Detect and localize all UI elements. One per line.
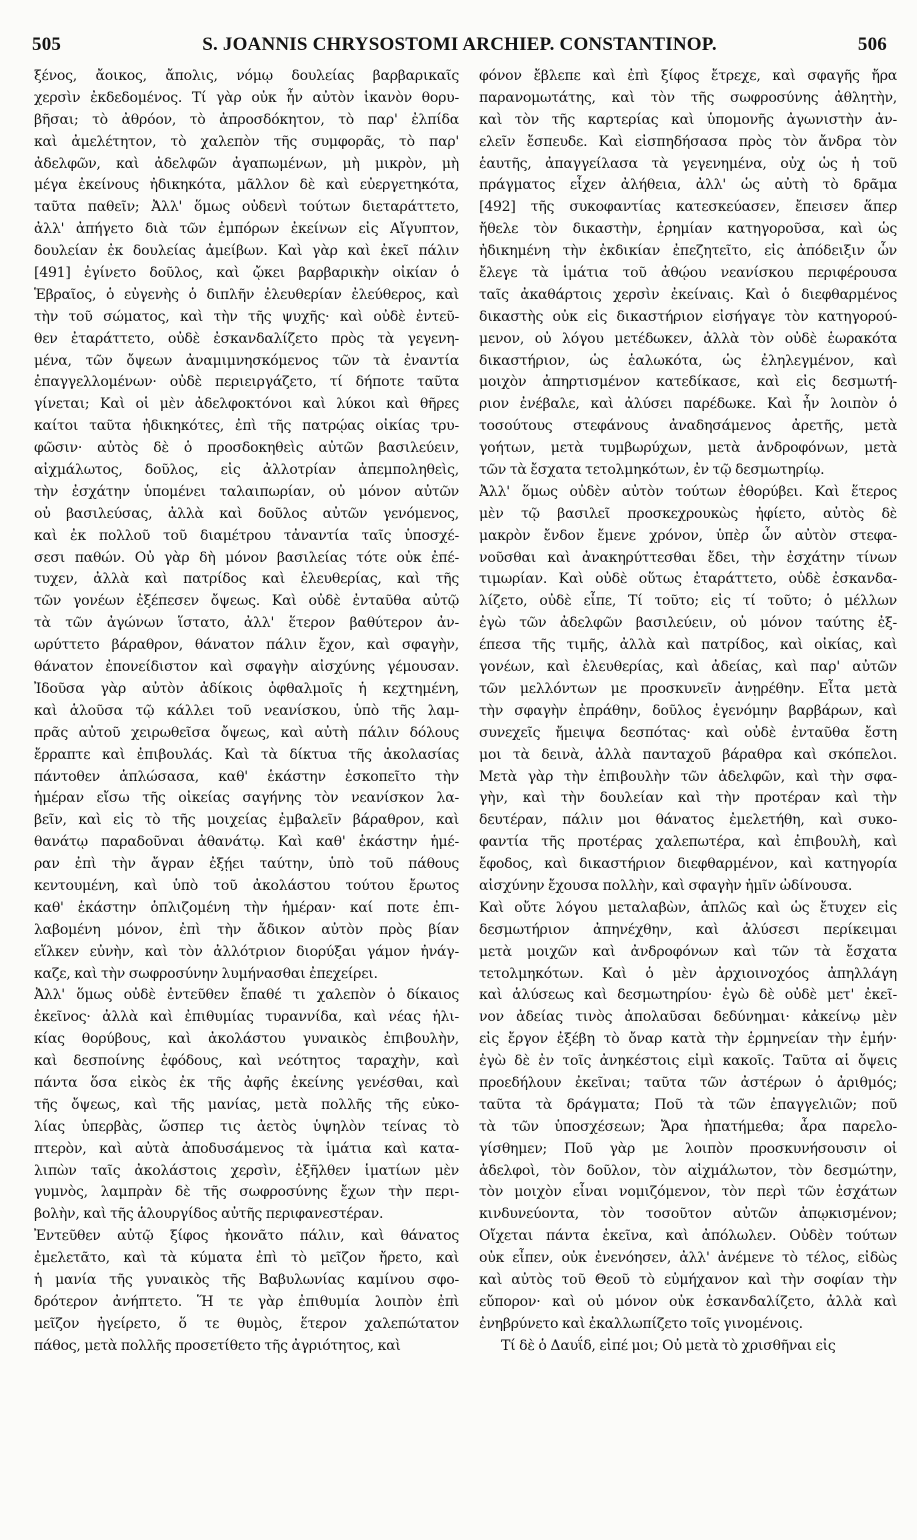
- text-line: [491] ἐγίνετο δοῦλος, καὶ ᾤκει βαρβαρικὴν οἰκίαν ὁ: [34, 265, 459, 282]
- text-line: καὶ ἐκ πολλοῦ τοῦ διαμέτρου τἀναντία ταῖς ὑποσχέ-: [34, 527, 459, 544]
- text-line: καίτοι ταῦτα ἠδικηκότες, ἐπὶ τῆς πατρῴας οἰκίας τρυ-: [34, 418, 459, 435]
- text-line: πάντοθεν ἁπλώσασα, καθ' ἑκάστην ἐσκοπεῖτο τὴν: [34, 768, 459, 785]
- text-line: Ἀλλ' ὅμως οὐδὲ ἐντεῦθεν ἔπαθέ τι χαλεπὸν ὁ δίκαιος: [34, 987, 459, 1004]
- text-line: ἔλεγε τὰ ἱμάτια τοῦ ἀθῴου νεανίσκου περιφέρουσα: [479, 265, 897, 282]
- left-text-column: [34, 66, 459, 1536]
- page-number-right: 506: [857, 34, 887, 55]
- text-line: δουλείαν ἐκ δουλείας ἀμείβων. Καὶ γὰρ καὶ ἐκεῖ πάλιν: [34, 243, 459, 260]
- text-line: γοήτων, μετὰ τυμβωρύχων, μετὰ ἀνδροφόνων, μετὰ: [479, 440, 897, 457]
- text-line: βῆσαι; τὸ ἀθρόον, τὸ ἀπροσδόκητον, τὸ παρ' ἐλπίδα: [34, 111, 459, 128]
- text-line: οὐκ εἶπεν, οὐκ ἐνενόησεν, ἀλλ' ἀνέμενε τὸ τέλος, εἰδὼς: [479, 1250, 897, 1267]
- text-line: δευτέραν, πάλιν μοι θάνατος ἐμελετήθη, καὶ συκο-: [479, 812, 897, 829]
- text-line: βολὴν, καὶ τῆς ἁλουργίδος αὐτῆς περιφανεστέραν.: [34, 1206, 384, 1223]
- text-line: νον ἀδείας τινὸς ἀπολαῦσαι δεδύνημαι· κἀκείνῳ μὲν: [479, 1009, 897, 1026]
- text-line: γονέων, καὶ ἐλευθερίας, καὶ ἀδείας, καὶ παρ' αὐτῶν: [479, 659, 897, 676]
- text-line: Ἀλλ' ὅμως οὐδὲν αὐτὸν τούτων ἐθορύβει. Καὶ ἕτερος: [479, 483, 897, 500]
- text-line: ἠδικημένη τὴν ἐκδικίαν ἐπεζητεῖτο, εἰς ἀπόδειξιν ὧν: [479, 243, 897, 260]
- text-line: αἰσχύνην ἔχουσα πολλὴν, καὶ σφαγὴν ἡμῖν ὠδίνουσα.: [479, 877, 853, 894]
- text-line: θεν ἐταράττετο, οὐδὲ ἐσκανδαλίζετο πρὸς τὰ γεγενη-: [34, 330, 459, 347]
- text-line: τὰ τῶν ὑποσχέσεων; Ἄρα ἠπατήμεθα; ἆρα παρελο-: [479, 1118, 897, 1135]
- text-line: ἡμέραν εἴσω τῆς οἰκείας σαγήνης τὸν νεανίσκον λα-: [34, 790, 459, 807]
- text-line: μεῖζον ἠγείρετο, ὅ τε θυμὸς, ἕτερον χαλεπώτατον: [34, 1315, 459, 1332]
- text-line: ἐμελετᾶτο, καὶ τὰ κύματα ἐπὶ τὸ μεῖζον ἤρετο, καὶ: [34, 1250, 459, 1267]
- text-line: μετὰ μοιχῶν καὶ ἀνδροφόνων καὶ τῶν τὰ ἔσχατα: [479, 943, 897, 960]
- text-line: τὴν ἐσχάτην ὑπομένει ταλαιπωρίαν, οὐ μόνον αὐτῶν: [34, 483, 459, 500]
- text-line: γυμνὸς, λαμπρὰν δὲ τῆς σωφροσύνης ἔχων τὴν περι-: [34, 1184, 459, 1201]
- right-text-column: [479, 66, 897, 1536]
- text-line: ἀλλ' ἀπήγετο διὰ τῶν ἐμπόρων ἐκείνων εἰς Αἴγυπτον,: [34, 221, 459, 238]
- text-line: λιπὼν ταῖς ἀκολάστοις χερσὶν, ἐξῆλθεν ἱματίων μὲν: [34, 1162, 459, 1179]
- text-line: μὲν τῷ βασιλεῖ προσκεχρουκὼς ἠφίετο, αὐτὸς δὲ: [479, 505, 897, 522]
- text-line: Μετὰ γὰρ τὴν ἐπιβουλὴν τῶν ἀδελφῶν, καὶ τὴν σφα-: [479, 768, 897, 785]
- text-line: γίσθημεν; Ποῦ γὰρ με λοιπὸν προσκυνήσουσιν οἱ: [479, 1140, 897, 1157]
- text-line: ταῦτα τὰ δράγματα; Ποῦ τὰ τῶν ἐπαγγελιῶν; ποῦ: [479, 1096, 897, 1113]
- text-line: Τί δὲ ὁ Δαυΐδ, εἰπέ μοι; Οὐ μετὰ τὸ χρισθῆναι εἰς: [501, 1337, 836, 1354]
- text-line: εἵλκεν εὐνὴν, καὶ τὸν ἀλλότριον διορύξαι γάμον ἠνάγ-: [34, 943, 459, 960]
- text-line: δρότερον ἀνήπτετο. Ἥ τε γὰρ ἐπιθυμία λοιπὸν ἐπὶ: [34, 1293, 459, 1310]
- text-line: δικαστὴς οὐκ εἰς δικαστήριον εἰσήγαγε τὸν κατηγορού-: [479, 308, 897, 325]
- text-line: τυχεν, ἀλλὰ καὶ πατρίδος καὶ ἐλευθερίας, καὶ τῆς: [34, 571, 459, 588]
- text-line: μέγα ἐκείνους ἠδικηκότα, μᾶλλον δὲ καὶ εὐεργετηκότα,: [34, 177, 459, 194]
- page-number-left: 505: [32, 34, 62, 55]
- page-header: [32, 34, 887, 60]
- text-line: μακρὸν ἔνδον ἔμενε χρόνον, ὑπὲρ ὧν αὐτὸν στεφα-: [479, 527, 897, 544]
- text-line: λαβομένη μόνον, ἐπὶ τὴν ἄδικον αὐτὸν πρὸς βίαν: [34, 921, 459, 938]
- text-line: ἔφοδος, καὶ δικαστήριον διεφθαρμένον, καὶ κατηγορία: [479, 856, 897, 873]
- text-line: έπεσα τῆς τιμῆς, ἀλλὰ καὶ πατρίδος, καὶ οἰκίας, καὶ: [479, 637, 897, 654]
- text-line: ἐγὼ τῶν ἀδελφῶν βασιλεύειν, οὐ μόνον ταύτης ἐξ-: [479, 615, 897, 632]
- text-line: τοσούτους στεφάνους ἀναδησάμενος ἀρετῆς, μετὰ: [479, 418, 897, 435]
- text-line: χερσὶν ἐκδεδομένος. Τί γὰρ οὐκ ἦν αὐτὸν ἱκανὸν θορυ-: [34, 89, 459, 106]
- text-line: καζε, καὶ τὴν σωφροσύνην λυμήνασθαι ἐπεχείρει.: [34, 965, 378, 982]
- text-line: πάντα ὅσα εἰκὸς ἐκ τῆς ἀφῆς ἐκείνης γενέσθαι, καὶ: [34, 1074, 459, 1091]
- text-line: τιμωρίαν. Καὶ οὐδὲ οὕτως ἐταράττετο, οὐδὲ ἐσκανδα-: [479, 571, 897, 588]
- text-line: [492] τῆς συκοφαντίας κατεσκεύασεν, ἔπεισεν ἅπερ: [479, 199, 897, 216]
- text-line: καὶ αὐτὸς τοῦ Θεοῦ τὸ εὐμήχανον καὶ τὴν σοφίαν τὴν: [479, 1271, 897, 1288]
- text-line: πτερὸν, καὶ αὐτὰ ἀποδυσάμενος τὰ ἱμάτια καὶ κατα-: [34, 1140, 459, 1157]
- text-line: Ἑβραῖος, ὁ εὐγενὴς ὁ διπλῆν ἐλευθερίαν ἐλεύθερος, καὶ: [34, 286, 459, 303]
- text-line: κίας θορύβους, καὶ ἀκολάστου γυναικὸς ἐπιβουλὴν,: [34, 1031, 459, 1048]
- text-line: καὶ δεσποίνης ἐφόδους, καὶ νεότητος ταραχὴν, καὶ: [34, 1053, 459, 1070]
- text-line: δικαστήριον, ὡς ἑαλωκότα, ὡς ἐληλεγμένον, καὶ: [479, 352, 897, 369]
- text-line: κινδυνεύοντα, τὸν τοσοῦτον αὐτῶν ἀπῳκισμένον;: [479, 1206, 897, 1223]
- text-line: ἀδελφοὶ, τὸν δοῦλον, τὸν αἰχμάλωτον, τὸν δεσμώτην,: [479, 1162, 897, 1179]
- text-line: ραν ἐπὶ τὴν ἄγραν ἐξῄει ταύτην, ὑπὸ τοῦ πάθους: [34, 856, 459, 873]
- text-line: νοῦσθαι καὶ ἀνακηρύττεσθαι ἔδει, τὴν ἐσχάτην τίνων: [479, 549, 897, 566]
- running-head: S. JOANNIS CHRYSOSTOMI ARCHIEP. CONSTANTINOP.: [202, 34, 717, 55]
- text-line: κεντουμένη, καὶ ὑπὸ τοῦ ἀκολάστου τούτου ἔρωτος: [34, 877, 459, 894]
- text-line: θάνατον ἐπονείδιστον καὶ σφαγὴν αἰσχύνης γέμουσαν.: [34, 659, 459, 676]
- text-line: εὔπορον· καὶ οὐ μόνον οὐκ ἐσκανδαλίζετο, ἀλλὰ καὶ: [479, 1293, 897, 1310]
- text-line: ἤθελε τὸν δικαστὴν, ἐρημίαν κατηγοροῦσα, καὶ ὡς: [479, 221, 897, 238]
- text-line: Καὶ οὔτε λόγου μεταλαβὼν, ἁπλῶς καὶ ὡς ἔτυχεν εἰς: [479, 899, 897, 916]
- text-line: μοι τὰ δεινὰ, ἀλλὰ πανταχοῦ βάραθρα καὶ σκόπελοι.: [479, 746, 897, 763]
- text-line: μενον, οὐ λόγου μετέδωκεν, ἀλλὰ τὸν οὐδὲ ἑωρακότα: [479, 330, 897, 347]
- text-line: πράγματος εἶχεν ἀλήθεια, ἀλλ' ὡς αὐτὴ τὸ δρᾶμα: [479, 177, 897, 194]
- text-line: καὶ ἀμελέτητον, τὸ χαλεπὸν τῆς συμφορᾶς, τὸ παρ': [34, 133, 459, 150]
- text-line: φαντία τῆς προτέρας χαλεπωτέρα, καὶ ἐπιβουλὴ, καὶ: [479, 834, 897, 851]
- text-line: δεσμωτήριον ἀπηνέχθην, καὶ ἀλύσεσι περίκειμαι: [479, 921, 897, 938]
- text-line: Οἴχεται πάντα ἐκεῖνα, καὶ ἀπόλωλεν. Οὐδὲν τούτων: [479, 1228, 897, 1245]
- text-line: τὸν μοιχὸν εἶναι νομιζόμενον, τὸν περὶ τῶν ἐσχάτων: [479, 1184, 897, 1201]
- text-line: εἰς ἔργον ἐξέβη τὸ ὄναρ κατὰ τὴν ἑρμηνείαν τὴν ἐμήν·: [479, 1031, 897, 1048]
- text-line: ἐκεῖνος· ἀλλὰ καὶ ἐπιθυμίας τυραννίδα, καὶ νέας ἡλι-: [34, 1009, 459, 1026]
- text-line: θανάτῳ παραδοῦναι ἀθανάτῳ. Καὶ καθ' ἑκάστην ἡμέ-: [34, 834, 459, 851]
- text-line: οὐ βασιλεύσας, ἀλλὰ καὶ δοῦλος αὐτῶν γενόμενος,: [34, 505, 459, 522]
- text-line: βεῖν, καὶ εἰς τὸ τῆς μοιχείας ἐμβαλεῖν βάραθρον, καὶ: [34, 812, 459, 829]
- text-line: τῶν τὰ ἔσχατα τετολμηκότων, ἐν τῷ δεσμωτηρίῳ.: [479, 462, 825, 479]
- text-line: αἰχμάλωτος, δοῦλος, εἰς ἀλλοτρίαν ἀπεμποληθεὶς,: [34, 462, 459, 479]
- text-line: πάθος, μετὰ πολλῆς προσετίθετο τῆς ἀγριότητος, καὶ: [34, 1337, 401, 1354]
- text-line: φῶσιν· αὐτὸς δὲ ὁ προσδοκηθεὶς αὐτῶν βασιλεύειν,: [34, 440, 459, 457]
- text-line: συνεχεῖς ἤμειψα δεσπότας· καὶ οὐδὲ ἐνταῦθα ἔστη: [479, 724, 897, 741]
- text-line: τῆς ὄψεως, καὶ τῆς μανίας, μετὰ πολλῆς τῆς εὐκο-: [34, 1096, 459, 1113]
- text-line: λίας ὑπερβὰς, ὥσπερ τις ἀετὸς ὑψηλὸν τείνας τὸ: [34, 1118, 459, 1135]
- text-line: ἑαυτῆς, ἀπαγγείλασα τὰ γεγενημένα, οὐχ ὡς ἡ τοῦ: [479, 155, 897, 172]
- text-line: ἐπαγγελλομένων· οὐδὲ περιειργάζετο, τί δήποτε ταῦτα: [34, 374, 459, 391]
- text-line: ταῖς ἀκαθάρτοις χερσὶν ἐκείναις. Καὶ ὁ διεφθαρμένος: [479, 286, 897, 303]
- text-line: καθ' ἑκάστην ὁπλιζομένη τὴν ἡμέραν· καί ποτε ἐπι-: [34, 899, 459, 916]
- text-line: τῶν γονέων ἐξέπεσεν ὄψεως. Καὶ οὐδὲ ἐνταῦθα αὐτῷ: [34, 593, 459, 610]
- text-line: ἔρραπτε καὶ ἐπιβουλάς. Καὶ τὰ δίκτυα τῆς ἀκολασίας: [34, 746, 459, 763]
- text-line: ἐνηβρύνετο καὶ ἐκαλλωπίζετο τοῖς γινομένοις.: [479, 1315, 803, 1332]
- text-line: τὴν σφαγὴν ἐπράθην, δοῦλος ἐγενόμην βαρβάρων, καὶ: [479, 702, 897, 719]
- text-line: ωρύττετο βάραθρον, θάνατον πάλιν ἔχον, καὶ σφαγὴν,: [34, 637, 459, 654]
- text-line: ταῦτα παθεῖν; Ἀλλ' ὅμως οὐδενὶ τούτων διεταράττετο,: [34, 199, 459, 216]
- text-line: πρᾶς αὐτοῦ χειρωθεῖσα ὄψεως, καὶ αὐτὴ πάλιν δόλους: [34, 724, 459, 741]
- text-line: γὴν, καὶ τὴν δουλείαν καὶ τὴν προτέραν καὶ τὴν: [479, 790, 897, 807]
- text-line: μένα, τῶν ὄψεων ἀναμιμνησκόμενος τῶν τὰ ἐναντία: [34, 352, 459, 369]
- text-line: Ἰδοῦσα γὰρ αὐτὸν ἀδίκοις ὀφθαλμοῖς ἡ κεχτημένη,: [34, 680, 459, 697]
- text-line: λίζετο, οὐδὲ εἶπε, Τί τοῦτο; εἰς τί τοῦτο; ὁ μέλλων: [479, 593, 897, 610]
- text-line: προεδήλουν ἐκεῖναι; ταῦτα τῶν ἀστέρων ὁ ἀριθμός;: [479, 1074, 897, 1091]
- text-line: παρανομωτάτης, καὶ τὸν τῆς σωφροσύνης ἀθλητὴν,: [479, 89, 897, 106]
- text-line: καὶ ἁλύσεως καὶ δεσμωτηρίου· ἐγὼ δὲ οὐδὲ μετ' ἐκεῖ-: [479, 987, 897, 1004]
- text-line: ἀδελφῶν, καὶ ἀδελφῶν ἀγαπωμένων, μὴ μικρὸν, μὴ: [34, 155, 459, 172]
- text-line: ριον ἐνέβαλε, καὶ ἀλύσει παρέδωκε. Καὶ ἦν λοιπὸν ὁ: [479, 396, 897, 413]
- text-line: ελεῖν ἔσπευδε. Καὶ εἰσπηδήσασα πρὸς τὸν ἄνδρα τὸν: [479, 133, 897, 150]
- text-line: τῶν μελλόντων με προσκυνεῖν ἀνῃρέθην. Εἶτα μετὰ: [479, 680, 897, 697]
- text-line: τὰ τῶν ἀγώνων ἵστατο, ἀλλ' ἕτερον βαθύτερον ἀν-: [34, 615, 459, 632]
- text-line: σεσι παθών. Οὐ γὰρ δὴ μόνον βασιλείας τότε οὐκ ἐπέ-: [34, 549, 459, 566]
- text-line: Ἐντεῦθεν αὐτῷ ξίφος ἠκονᾶτο πάλιν, καὶ θάνατος: [34, 1228, 459, 1245]
- text-line: καὶ τὸν τῆς καρτερίας καὶ ὑπομονῆς ἀγωνιστὴν ἀν-: [479, 111, 897, 128]
- text-line: τὴν τοῦ σώματος, καὶ τὴν τῆς ψυχῆς· καὶ οὐδὲ ἐντεῦ-: [34, 308, 459, 325]
- text-line: καὶ ἁλοῦσα τῷ κάλλει τοῦ νεανίσκου, ὑπὸ τῆς λαμ-: [34, 702, 459, 719]
- text-line: ξένος, ἄοικος, ἄπολις, νόμῳ δουλείας βαρβαρικαῖς: [34, 68, 459, 84]
- text-line: ἡ μανία τῆς γυναικὸς τῆς Βαβυλωνίας καμίνου σφο-: [34, 1271, 459, 1288]
- text-line: τετολμηκότων. Καὶ ὁ μὲν ἀρχιοινοχόος ἀπηλλάγη: [479, 965, 897, 982]
- text-line: μοιχὸν ἀπηρτισμένον κατεδίκασε, καὶ εἰς δεσμωτή-: [479, 374, 897, 391]
- text-line: φόνον ἔβλεπε καὶ ἐπὶ ξίφος ἔτρεχε, καὶ σφαγῆς ἤρα: [479, 68, 897, 84]
- text-line: γίνεται; Καὶ οἱ μὲν ἀδελφοκτόνοι καὶ λύκοι καὶ θῆρες: [34, 396, 459, 413]
- text-line: ἐγὼ δὲ ἐν τοῖς ἀνηκέστοις εἰμὶ κακοῖς. Ταῦτα αἱ ὄψεις: [479, 1053, 897, 1070]
